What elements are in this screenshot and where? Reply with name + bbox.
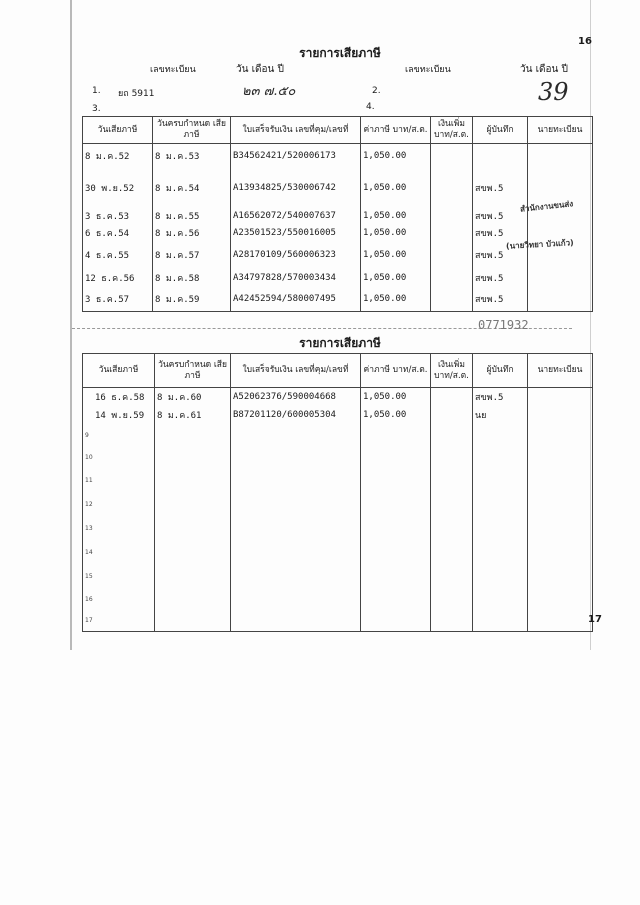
cell-due: 8 ม.ค.58 (153, 268, 231, 288)
section2-title: รายการเสียภาษี (299, 336, 381, 350)
cell-extra (431, 492, 473, 516)
cell-registrar (528, 388, 593, 406)
cell-paid: 12 ธ.ค.56 (83, 268, 153, 288)
cell-extra (431, 144, 473, 168)
paid-value: 14 พ.ย.59 (95, 410, 145, 421)
cell-paid (83, 492, 155, 516)
table-row (83, 588, 593, 610)
cell-recorder (473, 610, 528, 632)
col-recorder: ผู้บันทึก (473, 354, 528, 388)
cell-tax: 1,050.00 (361, 288, 431, 312)
cell-receipt: B34562421/520006173 (231, 144, 361, 168)
page-number-bottom: 17 (588, 614, 602, 625)
col-registrar: นายทะเบียน (528, 354, 593, 388)
cell-tax: 1,050.00 (361, 268, 431, 288)
table-row (83, 144, 593, 168)
cell-paid: 6 ธ.ค.54 (83, 224, 153, 242)
cell-due (155, 446, 231, 468)
cell-recorder: นย (473, 406, 528, 424)
line1-number: 1. (92, 86, 101, 96)
cell-tax (361, 446, 431, 468)
table-row (83, 268, 593, 288)
cell-due (155, 492, 231, 516)
table-header-row (83, 354, 593, 388)
date-label-left: วัน เดือน ปี (236, 64, 284, 75)
cell-registrar (528, 610, 593, 632)
cell-recorder: สขพ.5 (473, 168, 528, 208)
tax-table-1 (82, 116, 593, 312)
table-row (83, 516, 593, 540)
row-number: 15 (85, 572, 93, 580)
cell-extra (431, 406, 473, 424)
line2-number: 2. (372, 86, 381, 96)
col-due-date: วันครบกำหนด เสียภาษี (155, 354, 231, 388)
cell-receipt (231, 588, 361, 610)
reg-label-right: เลขทะเบียน (405, 65, 451, 75)
cell-due (155, 424, 231, 446)
cell-recorder (473, 144, 528, 168)
col-tax: ค่าภาษี บาท/ส.ต. (361, 117, 431, 144)
cell-extra (431, 168, 473, 208)
cell-paid (83, 610, 155, 632)
cell-tax: 1,050.00 (361, 388, 431, 406)
cell-registrar (528, 406, 593, 424)
cell-registrar (528, 588, 593, 610)
cell-recorder (473, 564, 528, 588)
cell-extra (431, 540, 473, 564)
cell-due (155, 610, 231, 632)
cell-receipt (231, 468, 361, 492)
table-row (83, 388, 593, 406)
cell-receipt: A28170109/560006323 (231, 242, 361, 268)
col-tax: ค่าภาษี บาท/ส.ต. (361, 354, 431, 388)
cell-registrar (528, 288, 593, 312)
cell-extra (431, 224, 473, 242)
cell-registrar (528, 468, 593, 492)
cell-registrar (528, 492, 593, 516)
cell-receipt: A23501523/550016005 (231, 224, 361, 242)
cell-registrar (528, 144, 593, 168)
cell-recorder: สขพ.5 (473, 224, 528, 242)
cell-extra (431, 288, 473, 312)
table-row (83, 208, 593, 224)
table-row (83, 468, 593, 492)
cell-registrar (528, 268, 593, 288)
cell-receipt: B87201120/600005304 (231, 406, 361, 424)
cell-tax (361, 492, 431, 516)
cell-receipt (231, 446, 361, 468)
cell-tax: 1,050.00 (361, 242, 431, 268)
cell-due: 8 ม.ค.55 (153, 208, 231, 224)
col-recorder: ผู้บันทึก (473, 117, 528, 144)
col-registrar: นายทะเบียน (528, 117, 593, 144)
row-number: 17 (85, 617, 93, 625)
row-number: 16 (85, 595, 93, 603)
line4-number: 4. (366, 102, 375, 112)
cell-registrar (528, 540, 593, 564)
cut-number: 0771932 (478, 318, 529, 332)
cell-paid: 8 ม.ค.52 (83, 144, 153, 168)
cell-receipt: A16562072/540007637 (231, 208, 361, 224)
cell-extra (431, 424, 473, 446)
scan-edge-line (70, 0, 72, 650)
cell-recorder: สขพ.5 (473, 208, 528, 224)
cell-receipt (231, 516, 361, 540)
cell-tax (361, 564, 431, 588)
cell-due: 8 ม.ค.61 (155, 406, 231, 424)
table-header-row (83, 117, 593, 144)
cell-paid: 4 ธ.ค.55 (83, 242, 153, 268)
cell-tax (361, 588, 431, 610)
cell-recorder (473, 446, 528, 468)
cell-tax (361, 610, 431, 632)
cell-receipt: A34797828/570003434 (231, 268, 361, 288)
cell-recorder: สขพ.5 (473, 388, 528, 406)
cell-recorder (473, 588, 528, 610)
cell-tax (361, 516, 431, 540)
cell-extra (431, 268, 473, 288)
cell-recorder (473, 424, 528, 446)
col-extra: เงินเพิ่ม บาท/ส.ต. (431, 354, 473, 388)
tax-table-2 (82, 353, 593, 632)
cell-due: 8 ม.ค.54 (153, 168, 231, 208)
cell-due: 8 ม.ค.57 (153, 242, 231, 268)
table-row (83, 492, 593, 516)
cell-due (155, 564, 231, 588)
cell-receipt (231, 540, 361, 564)
cell-due: 8 ม.ค.56 (153, 224, 231, 242)
table-row (83, 564, 593, 588)
cell-tax: 1,050.00 (361, 168, 431, 208)
cell-extra (431, 468, 473, 492)
table-row (83, 610, 593, 632)
cell-extra (431, 446, 473, 468)
cell-paid (83, 516, 155, 540)
cell-tax: 1,050.00 (361, 224, 431, 242)
col-due-date: วันครบกำหนด เสียภาษี (153, 117, 231, 144)
cell-paid (83, 424, 155, 446)
row-number: 14 (85, 548, 93, 556)
cell-paid (83, 388, 155, 406)
col-receipt: ใบเสร็จรับเงิน เลขที่คุม/เลขที่ (231, 354, 361, 388)
row-number: 12 (85, 500, 93, 508)
cell-due (155, 588, 231, 610)
cell-paid: 3 ธ.ค.57 (83, 288, 153, 312)
cell-receipt: A52062376/590004668 (231, 388, 361, 406)
col-extra: เงินเพิ่ม บาท/ส.ต. (431, 117, 473, 144)
cell-extra (431, 610, 473, 632)
handwritten-date: ๒๓ ๗.๕๐ (242, 84, 296, 99)
cell-tax: 1,050.00 (361, 406, 431, 424)
handwritten-mark: 39 (538, 78, 569, 106)
cell-paid (83, 406, 155, 424)
section1-title: รายการเสียภาษี (299, 46, 381, 60)
cell-receipt (231, 492, 361, 516)
cell-receipt: A42452594/580007495 (231, 288, 361, 312)
cell-extra (431, 588, 473, 610)
cell-receipt (231, 564, 361, 588)
row-number: 9 (85, 431, 89, 439)
row-number: 13 (85, 524, 93, 532)
cell-due (155, 540, 231, 564)
cell-paid (83, 540, 155, 564)
line3-number: 3. (92, 104, 101, 114)
registrar-stamp: สำนักงานขนส่ง (519, 199, 574, 214)
cell-receipt: A13934825/530006742 (231, 168, 361, 208)
line1-registration: ยถ 5911 (118, 89, 155, 99)
row-number: 10 (85, 453, 93, 461)
date-label-right: วัน เดือน ปี (520, 64, 568, 75)
cell-extra (431, 516, 473, 540)
table-row (83, 168, 593, 208)
cell-tax (361, 424, 431, 446)
cell-receipt (231, 610, 361, 632)
cell-tax (361, 468, 431, 492)
table-row (83, 424, 593, 446)
col-paid-date: วันเสียภาษี (83, 117, 153, 144)
cell-extra (431, 388, 473, 406)
cell-paid (83, 468, 155, 492)
cell-recorder: สขพ.5 (473, 242, 528, 268)
cell-recorder (473, 468, 528, 492)
cell-extra (431, 564, 473, 588)
table-row (83, 406, 593, 424)
row-number: 11 (85, 476, 93, 484)
cell-receipt (231, 424, 361, 446)
cell-extra (431, 208, 473, 224)
cell-due: 8 ม.ค.60 (155, 388, 231, 406)
cell-paid (83, 446, 155, 468)
paid-value: 16 ธ.ค.58 (95, 392, 145, 403)
cell-registrar (528, 516, 593, 540)
table-row (83, 288, 593, 312)
registrar-signature-name: (นายวิทยา บัวแก้ว) (505, 238, 574, 251)
cell-recorder (473, 540, 528, 564)
cell-registrar (528, 424, 593, 446)
cell-recorder (473, 516, 528, 540)
cell-due (155, 468, 231, 492)
cell-due: 8 ม.ค.53 (153, 144, 231, 168)
cell-due (155, 516, 231, 540)
page-number-top: 16 (578, 36, 592, 47)
cell-registrar (528, 564, 593, 588)
table-row (83, 540, 593, 564)
cell-due: 8 ม.ค.59 (153, 288, 231, 312)
cell-recorder (473, 492, 528, 516)
cell-registrar (528, 446, 593, 468)
cell-paid: 3 ธ.ค.53 (83, 208, 153, 224)
cell-extra (431, 242, 473, 268)
cell-paid (83, 564, 155, 588)
cell-paid: 30 พ.ย.52 (83, 168, 153, 208)
cell-tax: 1,050.00 (361, 144, 431, 168)
col-receipt: ใบเสร็จรับเงิน เลขที่คุม/เลขที่ (231, 117, 361, 144)
cell-paid (83, 588, 155, 610)
col-paid-date: วันเสียภาษี (83, 354, 155, 388)
table-row (83, 446, 593, 468)
cell-recorder: สขพ.5 (473, 268, 528, 288)
cell-tax (361, 540, 431, 564)
cell-recorder: สขพ.5 (473, 288, 528, 312)
cell-tax: 1,050.00 (361, 208, 431, 224)
reg-label-left: เลขทะเบียน (150, 65, 196, 75)
